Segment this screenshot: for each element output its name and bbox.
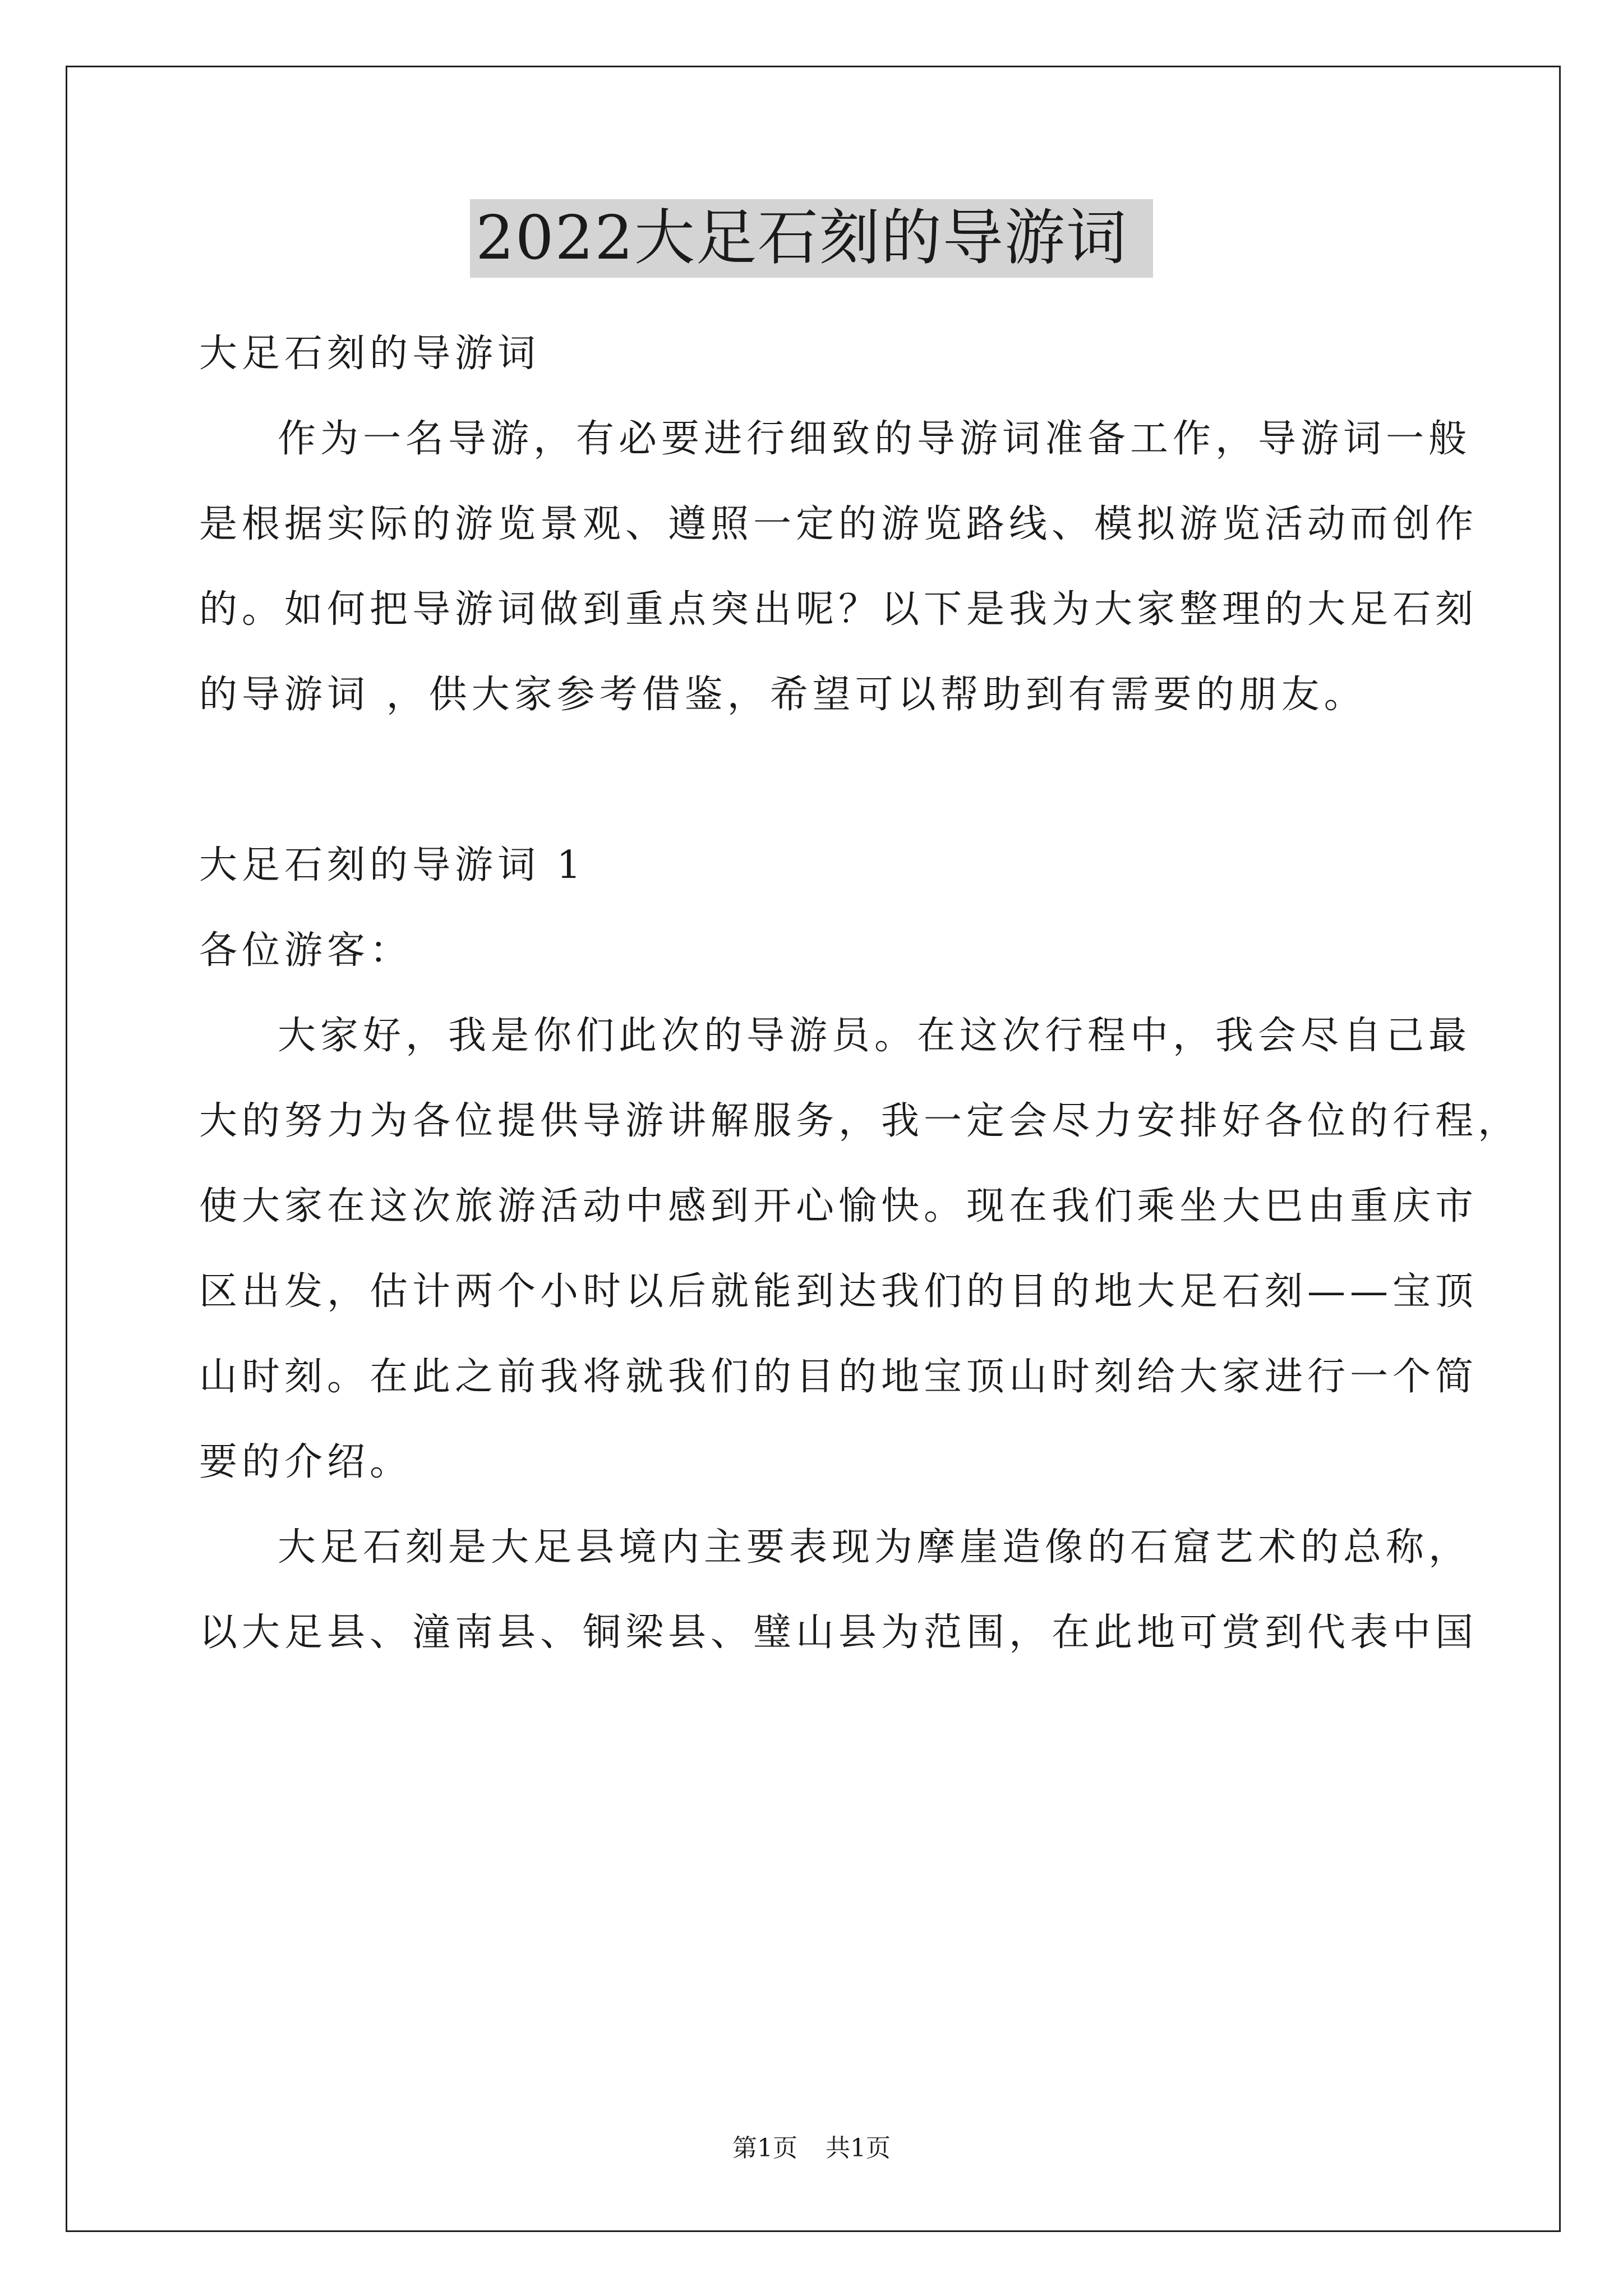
page-number: 第1页 — [732, 2134, 797, 2162]
paragraph-line: 区出发，估计两个小时以后就能到达我们的目的地大足石刻——宝顶 — [199, 1269, 1478, 1314]
paragraph-line: 要的介绍。 — [199, 1440, 413, 1484]
paragraph-line: 大的努力为各位提供导游讲解服务，我一定会尽力安排好各位的行程， — [199, 1099, 1521, 1143]
page-footer — [0, 2132, 1623, 2165]
page-total: 共1页 — [826, 2134, 891, 2162]
intro-line: 是根据实际的游览景观、遵照一定的游览路线、模拟游览活动而创作 — [199, 502, 1478, 546]
intro-line: 作为一名导游，有必要进行细致的导游词准备工作，导游词一般 — [278, 417, 1472, 461]
paragraph-line: 大家好，我是你们此次的导游员。在这次行程中，我会尽自己最 — [278, 1014, 1472, 1058]
paragraph-line: 山时刻。在此之前我将就我们的目的地宝顶山时刻给大家进行一个简 — [199, 1355, 1478, 1399]
greeting: 各位游客： — [199, 928, 413, 973]
subtitle: 大足石刻的导游词 — [199, 332, 541, 376]
section-heading: 大足石刻的导游词 1 — [199, 843, 585, 887]
intro-line: 的导游词 ，供大家参考借鉴，希望可以帮助到有需要的朋友。 — [199, 673, 1367, 717]
document-title: 2022大足石刻的导游词 — [470, 199, 1153, 278]
paragraph-line: 大足石刻是大足县境内主要表现为摩崖造像的石窟艺术的总称， — [278, 1525, 1472, 1570]
blank-line — [199, 738, 1433, 823]
title-wrap — [0, 199, 1623, 278]
paragraph-line: 以大足县、潼南县、铜梁县、璧山县为范围，在此地可赏到代表中国 — [199, 1611, 1478, 1655]
intro-line: 的。如何把导游词做到重点突出呢？以下是我为大家整理的大足石刻 — [199, 587, 1478, 632]
document-body — [199, 311, 1521, 1676]
paragraph-line: 使大家在这次旅游活动中感到开心愉快。现在我们乘坐大巴由重庆市 — [199, 1184, 1478, 1228]
